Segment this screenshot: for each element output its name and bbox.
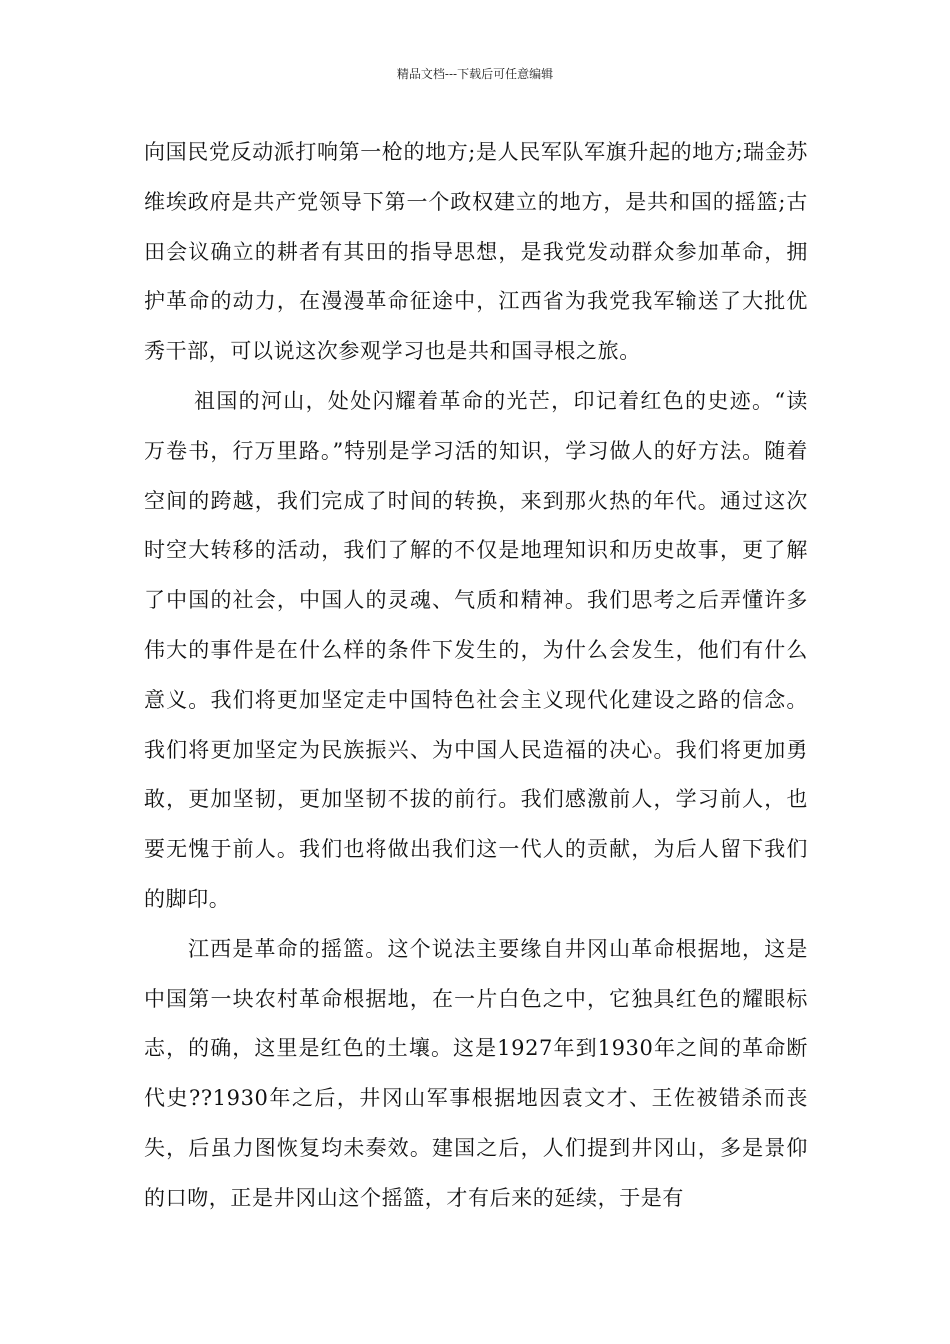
page-header: 精品文档---下载后可任意编辑 (396, 67, 554, 81)
document-body (144, 128, 808, 1224)
paragraph-1: 向国民党反动派打响第一枪的地方;是人民军队军旗升起的地方;瑞金苏维埃政府是共产党领导下第一个政权建立的地方，是共和国的摇篮;古田会议确立的耕者有其田的指导思想，是我党发动群众参加革命，拥护革命的动力，在漫漫革命征途中，江西省为我党我军输送了大批优秀干部，可以说这次参观学习也是共和国寻根之旅。 (144, 140, 808, 364)
paragraph-2: 祖国的河山，处处闪耀着革命的光芒，印记着红色的史迹。“读万卷书，行万里路。”特别是学习活的知识，学习做人的好方法。随着空间的跨越，我们完成了时间的转换，来到那火热的年代。通过这次时空大转移的活动，我们了解的不仅是地理知识和历史故事，更了解了中国的社会，中国人的灵魂、气质和精神。我们思考之后弄懂许多伟大的事件是在什么样的条件下发生的，为什么会发生，他们有什么意义。我们将更加坚定走中国特色社会主义现代化建设之路的信念。我们将更加坚定为民族振兴、为中国人民造福的决心。我们将更加勇敢，更加坚韧，更加坚韧不拔的前行。我们感激前人，学习前人，也要无愧于前人。我们也将做出我们这一代人的贡献，为后人留下我们的脚印。 (144, 388, 808, 911)
paragraph-3: 江西是革命的摇篮。这个说法主要缘自井冈山革命根据地，这是中国第一块农村革命根据地，在一片白色之中，它独具红色的耀眼标志，的确，这里是红色的土壤。这是1927年到1930年之间的革命断代史??1930年之后，井冈山军事根据地因袁文才、王佐被错杀而丧失，后虽力图恢复均未奏效。建国之后，人们提到井冈山，多是景仰的口吻，正是井冈山这个摇篮，才有后来的延续，于是有 (144, 936, 808, 1210)
